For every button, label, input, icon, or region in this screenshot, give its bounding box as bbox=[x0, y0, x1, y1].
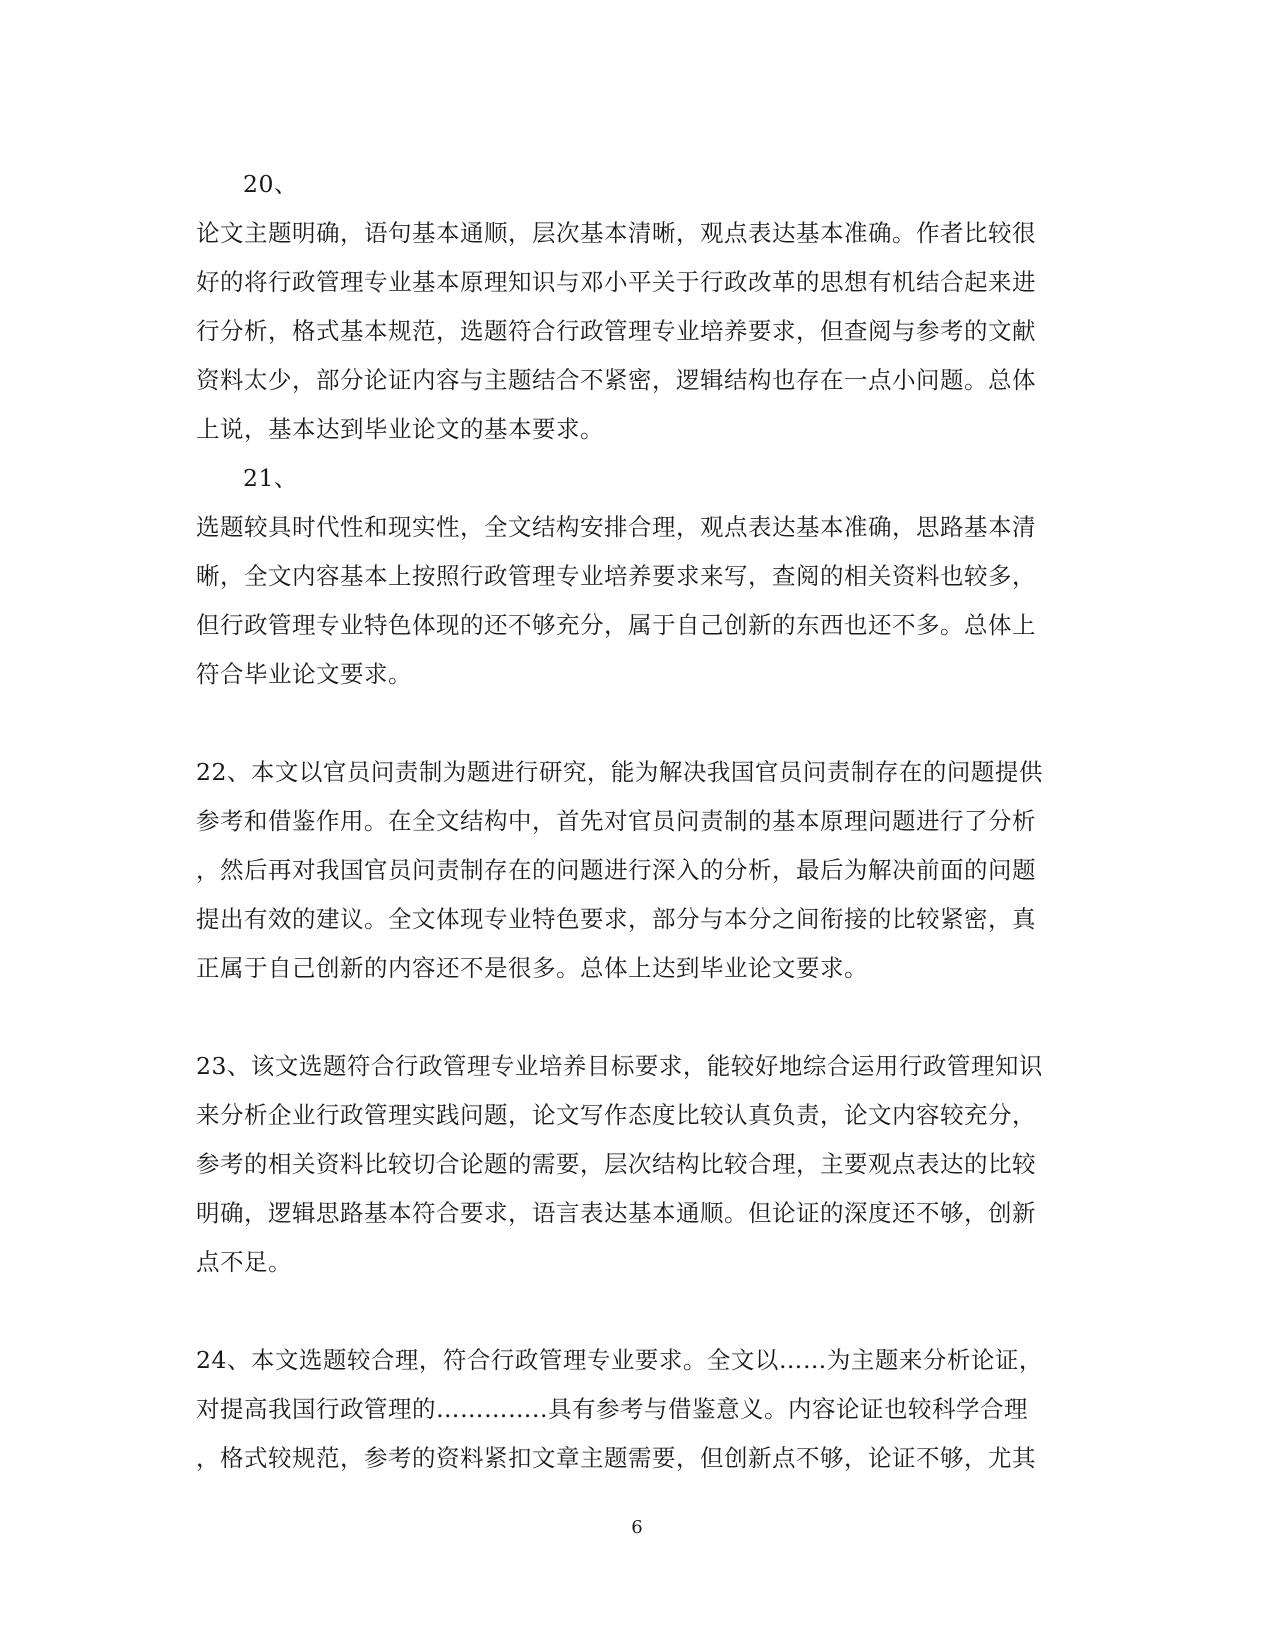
entry-22-line: 22、本文以官员问责制为题进行研究，能为解决我国官员问责制存在的问题提供 bbox=[196, 758, 1043, 786]
entry-21-line: 但行政管理专业特色体现的还不够充分，属于自己创新的东西也还不多。总体上 bbox=[196, 611, 1036, 639]
entry-20-line: 好的将行政管理专业基本原理知识与邓小平关于行政改革的思想有机结合起来进 bbox=[196, 268, 1036, 296]
entry-23-line: 点不足。 bbox=[196, 1248, 292, 1276]
entry-21-heading: 21、 bbox=[243, 464, 298, 492]
entry-21-line: 选题较具时代性和现实性，全文结构安排合理，观点表达基本准确，思路基本清 bbox=[196, 513, 1036, 541]
entry-21-line: 晰，全文内容基本上按照行政管理专业培养要求来写，查阅的相关资料也较多， bbox=[196, 562, 1036, 590]
entry-20-line: 资料太少，部分论证内容与主题结合不紧密，逻辑结构也存在一点小问题。总体 bbox=[196, 366, 1036, 394]
entry-20-line: 行分析，格式基本规范，选题符合行政管理专业培养要求，但查阅与参考的文献 bbox=[196, 317, 1036, 345]
entry-22-line: 提出有效的建议。全文体现专业特色要求，部分与本分之间衔接的比较紧密，真 bbox=[196, 905, 1036, 933]
paragraph-gap bbox=[196, 993, 1064, 1042]
document-body bbox=[196, 160, 1064, 1483]
entry-22-line: 参考和借鉴作用。在全文结构中，首先对官员问责制的基本原理问题进行了分析 bbox=[196, 807, 1036, 835]
entry-22-line: 正属于自己创新的内容还不是很多。总体上达到毕业论文要求。 bbox=[196, 954, 868, 982]
entry-20-line: 论文主题明确，语句基本通顺，层次基本清晰，观点表达基本准确。作者比较很 bbox=[196, 219, 1036, 247]
paragraph-gap bbox=[196, 699, 1064, 748]
page-number: 6 bbox=[631, 1517, 643, 1538]
entry-20-line: 上说，基本达到毕业论文的基本要求。 bbox=[196, 415, 604, 443]
entry-21-line: 符合毕业论文要求。 bbox=[196, 660, 412, 688]
entry-20-heading: 20、 bbox=[243, 170, 298, 198]
entry-24-line: 对提高我国行政管理的…………..具有参考与借鉴意义。内容论证也较科学合理 bbox=[196, 1395, 1028, 1423]
entry-23-line: 明确，逻辑思路基本符合要求，语言表达基本通顺。但论证的深度还不够，创新 bbox=[196, 1199, 1036, 1227]
entry-23-line: 23、该文选题符合行政管理专业培养目标要求，能较好地综合运用行政管理知识 bbox=[196, 1052, 1043, 1080]
entry-23-line: 参考的相关资料比较切合论题的需要，层次结构比较合理，主要观点表达的比较 bbox=[196, 1150, 1036, 1178]
entry-23-line: 来分析企业行政管理实践问题，论文写作态度比较认真负责，论文内容较充分， bbox=[196, 1101, 1036, 1129]
entry-22-line: ，然后再对我国官员问责制存在的问题进行深入的分析，最后为解决前面的问题 bbox=[196, 856, 1036, 884]
entry-24-line: ，格式较规范，参考的资料紧扣文章主题需要，但创新点不够，论证不够，尤其 bbox=[196, 1444, 1036, 1472]
entry-24-line: 24、本文选题较合理，符合行政管理专业要求。全文以……为主题来分析论证， bbox=[196, 1346, 1043, 1374]
paragraph-gap bbox=[196, 1287, 1064, 1336]
